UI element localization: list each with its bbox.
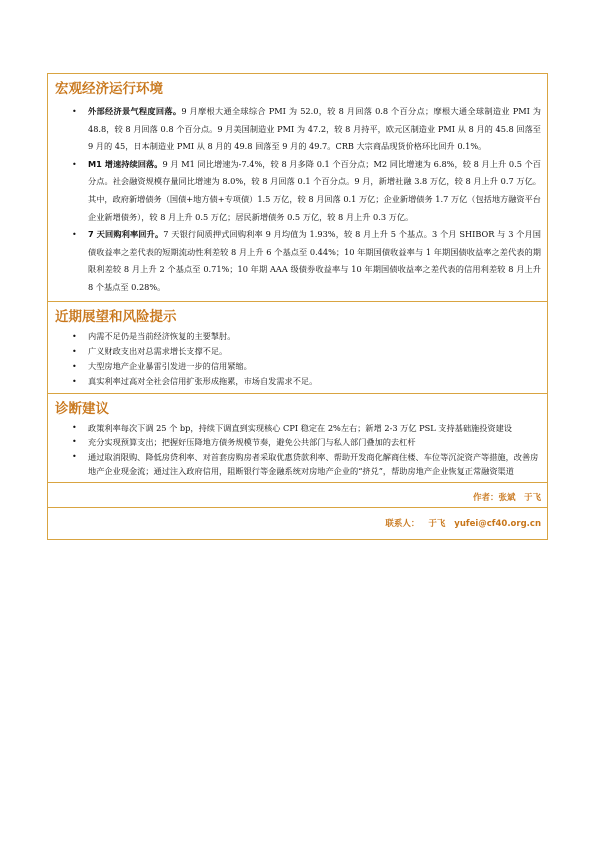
macro-section	[48, 74, 547, 301]
contact-name: 于飞	[428, 518, 446, 529]
macro-section-title: 宏观经济运行环境	[55, 81, 163, 97]
advice-list	[48, 420, 547, 482]
advice-item: • 充分实现预算支出；把握好压降地方债务规模节奏，避免公共部门与私人部门叠加的去杠杆	[48, 435, 547, 450]
author-line: 作者：张斌 于飞	[472, 492, 541, 503]
macro-item-m1	[48, 156, 547, 226]
contact-label: 联系人：	[385, 518, 420, 529]
advice-item: • 通过取消限购、降低房贷利率、对首套房购房者采取优惠贷款利率、帮助开发商化解商住楼、车位等沉淀资产等措施，改善房地产企业现金流；通过注入政府信用，阻断银行等金融系统对房地产企业的“挤兑”，帮助房地产企业恢复正常融资渠道	[48, 450, 547, 479]
advice-section-title: 诊断建议	[55, 400, 109, 417]
footer	[48, 483, 547, 539]
macro-item-text: 9 月摩根大通全球综合 PMI 为 52.0，较 8 月回落 0.8 个百分点；摩根大通全球制造业 PMI 为 48.8，较 8 月回落 0.8 个百分点。9 月美国制造业 PMI 为 47.2，较 8 月持平，欧元区制造业 PMI 从 8 月的 45.8 回落至 9 月的 45，日本制造业 PMI 从 8 月的 49.8 回落至 9 月的 49.7。CRB 大宗商品现货价格环比回升 0.1%。	[88, 106, 541, 152]
macro-item-text: 7 天银行间质押式回购利率 9 月均值为 1.93%，较 8 月上升 5 个基点。3 个月 SHIBOR 与 3 个月国债收益率之差代表的短期流动性利差较 8 月上升 6 个基点至 0.44%；10 年期国债收益率与 1 年期国债收益率之差代表的期限利差较 8 月上升 2 个基点至 0.71%；10 年期 AAA 级债券收益率与 10 年期国债收益率之差代表的信用利差较 8 月上升 8 个基点至 0.28%。	[88, 229, 541, 292]
macro-item-lead: 外部经济景气程度回落。	[88, 106, 182, 116]
outlook-item: • 内需不足仍是当前经济恢复的主要掣肘。	[48, 329, 547, 344]
macro-item-lead: M1 增速持续回落。	[88, 158, 163, 169]
outlook-item: • 大型房地产企业暴雷引发进一步的信用紧缩。	[48, 359, 547, 374]
macro-item-text: 9 月 M1 同比增速为-7.4%，较 8 月多降 0.1 个百分点；M2 同比增速为 6.8%，较 8 月上升 0.5 个百分点。社会融资规模存量同比增速为 8.0%，较 8 月回落 0.1 个百分点。9 月，新增社融 3.8 万亿，较 8 月上升 0.7 万亿。其中，政府新增债务（国债+地方债+专项债）1.5 万亿，较 8 月回落 0.1 万亿；企业新增债务 1.7 万亿（包括地方融资平台企业新增债务），较 8 月上升 0.5 万亿；居民新增债务 0.5 万亿，较 8 月上升 0.3 万亿。	[88, 158, 541, 222]
macro-item-lead: 7 天回购利率回升。	[88, 229, 164, 240]
contact-email[interactable]: yufei@cf40.org.cn	[454, 518, 541, 529]
footer-divider	[48, 507, 547, 508]
report-frame	[47, 73, 548, 540]
macro-list	[48, 100, 547, 301]
advice-section	[48, 394, 547, 482]
advice-item: • 政策利率每次下调 25 个 bp，持续下调直到实现核心 CPI 稳定在 2%左右；新增 2-3 万亿 PSL 支持基础施投资建设	[48, 421, 547, 436]
outlook-item: • 真实利率过高对全社会信用扩张形成拖累，市场自发需求不足。	[48, 374, 547, 389]
outlook-section	[48, 302, 547, 393]
macro-item-external	[48, 103, 547, 156]
macro-item-repo	[48, 226, 547, 296]
contact-line	[379, 517, 541, 529]
outlook-item: • 广义财政支出对总需求增长支撑不足。	[48, 344, 547, 359]
outlook-list	[48, 328, 547, 393]
outlook-section-title: 近期展望和风险提示	[55, 308, 177, 325]
